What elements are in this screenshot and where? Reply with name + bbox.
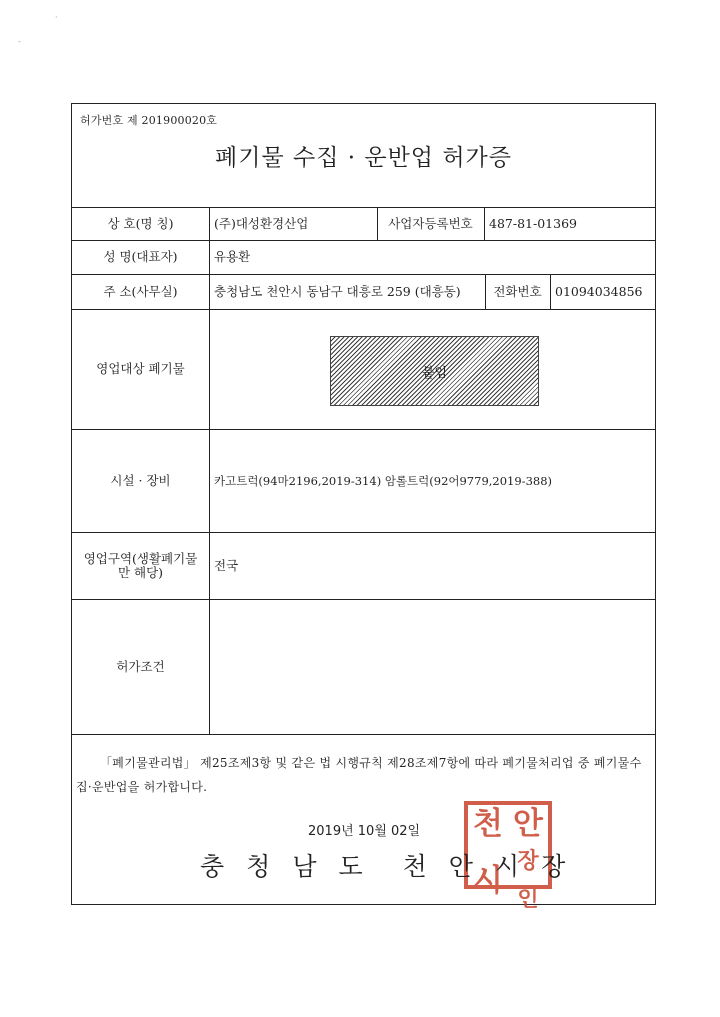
issuer-char: 시 — [494, 852, 522, 881]
issue-date: 2019년 10월 02일 — [308, 824, 421, 839]
issuer-char: 남 — [292, 852, 319, 881]
seal-char: 장인 — [517, 849, 539, 912]
address-label: 주 소(사무실) — [103, 283, 178, 299]
trade-name-label: 상 호(명 칭) — [107, 215, 174, 231]
issuer-char: 안 — [448, 852, 475, 881]
trade-name-value: (주)대성환경산업 — [214, 215, 309, 231]
permit-number: 허가번호 제 201900020호 — [80, 114, 218, 127]
waste-type-label: 영업대상 폐기물 — [96, 361, 185, 376]
seal-char: 안 — [513, 806, 543, 842]
permit-document — [71, 103, 656, 912]
issuer-char: 천 — [402, 852, 429, 881]
conditions-value — [209, 599, 657, 734]
biz-reg-value: 487-81-01369 — [489, 215, 577, 231]
address-value: 충청남도 천안시 동남구 대흥로 259 (대흥동) — [214, 284, 461, 299]
equipment-value: 카고트럭(94마2196,2019-314) 암롤트럭(92어9779,2019-388) — [214, 473, 553, 488]
issuer-char: 충 — [200, 852, 227, 881]
scan-speck: · — [55, 13, 58, 22]
seal-char: 시 — [473, 863, 503, 899]
document-title: 폐기물 수집 · 운반업 허가증 — [215, 145, 512, 171]
attachment-note: 붙임 — [421, 365, 448, 381]
rule — [72, 734, 655, 735]
business-area-value: 전국 — [214, 557, 239, 573]
seal-char: 천 — [473, 806, 503, 842]
permit-statement: 「폐기물관리법」 제25조제3항 및 같은 법 시행규칙 제28조제7항에 따라 폐기물처리업 중 폐기물수집·운반업을 허가합니다. — [76, 756, 642, 794]
conditions-label: 허가조건 — [116, 658, 165, 674]
representative-value: 유용환 — [214, 249, 251, 264]
issuer-char: 청 — [246, 852, 273, 881]
phone-value: 01094034856 — [555, 283, 643, 299]
representative-label: 성 명(대표자) — [103, 249, 178, 264]
issuer-char: 도 — [338, 852, 365, 881]
issuer-char: 장 — [541, 852, 568, 881]
phone-label: 전화번호 — [493, 283, 542, 299]
business-area-label: 영업구역(생활폐기물 만 해당) — [83, 550, 198, 580]
scan-speck: - — [18, 37, 21, 46]
equipment-label: 시설 · 장비 — [110, 472, 171, 488]
issuer-name — [200, 847, 587, 883]
biz-reg-label: 사업자등록번호 — [388, 215, 473, 231]
redacted-waste-list — [330, 336, 539, 406]
